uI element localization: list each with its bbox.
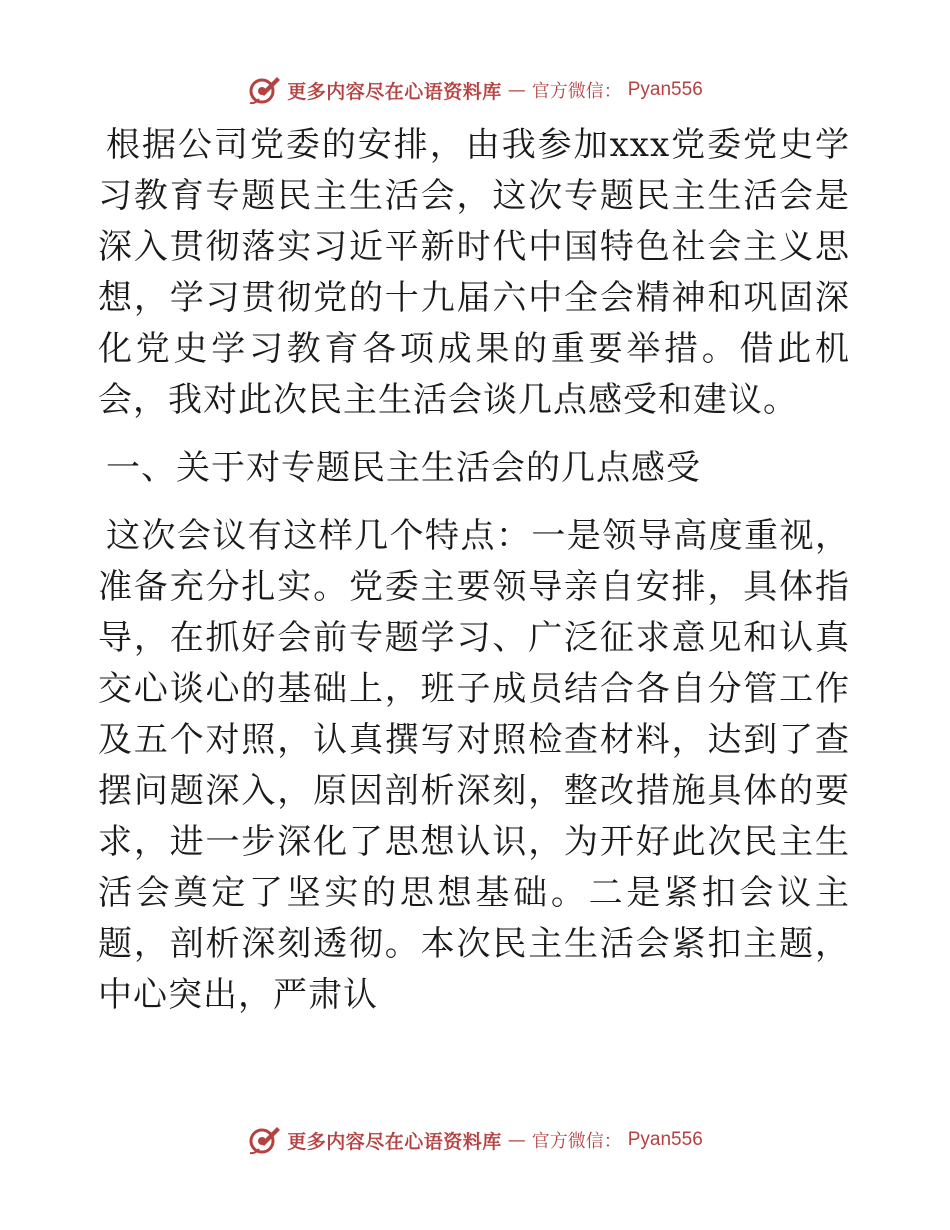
body-paragraph: 这次会议有这样几个特点：一是领导高度重视，准备充分扎实。党委主要领导亲自安排，具体指导，在抓好会前专题学习、广泛征求意见和认真交心谈心的基础上，班子成员结合各自分管工作及五个对照，认真撰写对照检查材料，达到了查摆问题深入，原因剖析深刻，整改措施具体的要求，进一步深化了思想认识，为开好此次民主生活会奠定了坚实的思想基础。二是紧扣会议主题，剖析深刻透彻。本次民主生活会紧扣主题，中心突出，严肃认 [98, 516, 850, 1015]
section-heading: 一、关于对专题民主生活会的几点感受 [106, 448, 701, 488]
pen-logo-icon [247, 1123, 281, 1157]
footer-banner [0, 1120, 950, 1160]
wechat-label: 官方微信： [531, 1131, 622, 1152]
banner-dash: — [507, 79, 526, 101]
document-body [98, 120, 850, 1021]
header-banner [0, 70, 950, 110]
intro-paragraph: 根据公司党委的安排，由我参加xxx党委党史学习教育专题民主生活会，这次专题民主生活会是深入贯彻落实习近平新时代中国特色社会主义思想，学习贯彻党的十九届六中全会精神和巩固深化党史学习教育各项成果的重要举措。借此机会，我对此次民主生活会谈几点感受和建议。 [98, 125, 850, 420]
wechat-account: Pyan556 [627, 79, 703, 100]
site-name: 更多内容尽在心语资料库 [287, 80, 502, 103]
banner-dash: — [507, 1129, 526, 1151]
pen-logo-icon [247, 73, 281, 107]
wechat-account: Pyan556 [627, 1129, 703, 1150]
site-name: 更多内容尽在心语资料库 [287, 1130, 502, 1153]
wechat-label: 官方微信： [531, 81, 622, 102]
